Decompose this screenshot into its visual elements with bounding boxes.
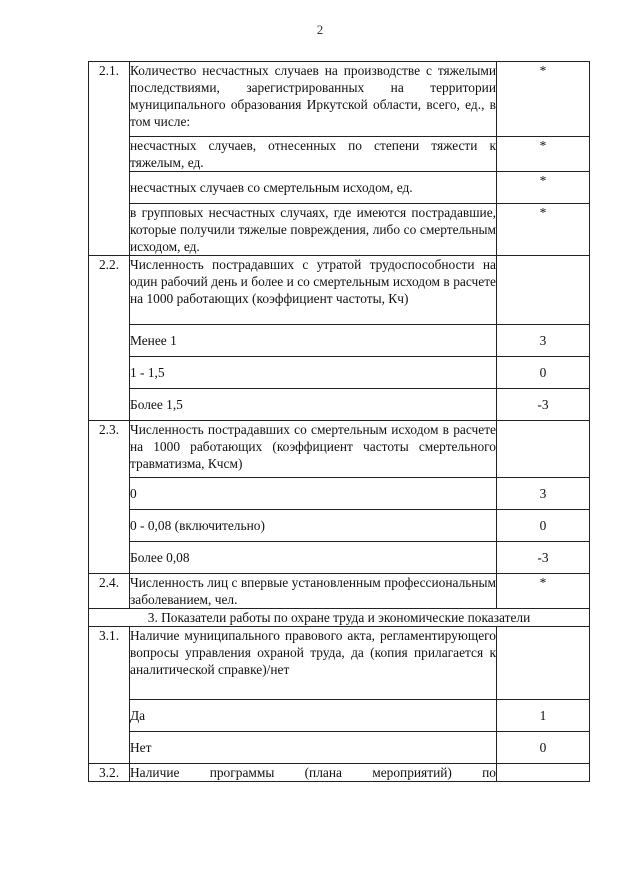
row-value: * xyxy=(497,204,590,256)
table-row xyxy=(89,62,590,137)
row-text: Численность пострадавших со смертельным исходом в расчете на 1000 работающих (коэффициент частоты смертельного травматизма, Кчсм) xyxy=(130,421,497,478)
table-row xyxy=(89,609,590,627)
row-text: Нет xyxy=(130,732,497,764)
row-value xyxy=(497,421,590,478)
row-text: 1 - 1,5 xyxy=(130,357,497,389)
row-value: 3 xyxy=(497,325,590,357)
section-number: 2.2. xyxy=(89,256,130,421)
row-text: несчастных случаев, отнесенных по степени тяжести к тяжелым, ед. xyxy=(130,138,496,170)
row-text: Наличие программы (плана мероприятий) по xyxy=(130,765,496,780)
row-text: 0 - 0,08 (включительно) xyxy=(130,510,497,542)
row-value: 0 xyxy=(497,732,590,764)
table-row xyxy=(89,325,590,357)
section-heading: 3. Показатели работы по охране труда и экономические показатели xyxy=(89,609,590,627)
row-value: 0 xyxy=(497,357,590,389)
table-row xyxy=(89,421,590,478)
table-row xyxy=(89,542,590,574)
row-value: * xyxy=(497,574,590,609)
row-text: Менее 1 xyxy=(130,325,497,357)
row-text: 0 xyxy=(130,478,497,510)
section-number: 2.4. xyxy=(89,574,130,609)
row-value: 3 xyxy=(497,478,590,510)
section-number: 3.1. xyxy=(89,627,130,764)
table-row xyxy=(89,204,590,256)
row-value xyxy=(497,627,590,700)
row-text: Более 1,5 xyxy=(130,389,497,421)
row-text: Численность пострадавших с утратой трудоспособности на один рабочий день и более и со смертельным исходом в расчете на 1000 работающих (коэффициент частоты, Кч) xyxy=(130,256,497,325)
table-row xyxy=(89,764,590,782)
table-row xyxy=(89,732,590,764)
row-text: Более 0,08 xyxy=(130,542,497,574)
row-text: в групповых несчастных случаях, где имеются пострадавшие, которые получили тяжелые повреждения, либо со смертельным исходом, ед. xyxy=(130,205,496,254)
table-row xyxy=(89,478,590,510)
row-text: Количество несчастных случаев на производстве с тяжелыми последствиями, зарегистрированных на территории муниципального образования Иркутской области, всего, ед., в том числе: xyxy=(130,62,497,137)
section-number: 2.3. xyxy=(89,421,130,574)
row-value: * xyxy=(497,62,590,137)
row-value: 1 xyxy=(497,700,590,732)
table-row xyxy=(89,627,590,700)
row-value xyxy=(497,764,590,782)
table-row xyxy=(89,389,590,421)
table-row xyxy=(89,574,590,609)
table-row xyxy=(89,700,590,732)
row-text: Наличие муниципального правового акта, регламентирующего вопросы управления охраной труда, да (копия прилагается к аналитической справке)/нет xyxy=(130,627,497,700)
table-row xyxy=(89,357,590,389)
row-value: 0 xyxy=(497,510,590,542)
table-row xyxy=(89,510,590,542)
row-text: несчастных случаев со смертельным исходом, ед. xyxy=(130,172,497,204)
row-text: Численность лиц с впервые установленным профессиональным заболеванием, чел. xyxy=(130,575,496,607)
section-number: 3.2. xyxy=(89,764,130,782)
page-number: 2 xyxy=(316,22,324,37)
row-value: -3 xyxy=(497,542,590,574)
row-text: Да xyxy=(130,700,497,732)
row-value: * xyxy=(497,137,590,172)
row-value xyxy=(497,256,590,325)
table-row xyxy=(89,256,590,325)
row-value: -3 xyxy=(497,389,590,421)
indicators-table xyxy=(88,61,590,782)
table-row xyxy=(89,172,590,204)
row-value: * xyxy=(497,172,590,204)
table-row xyxy=(89,137,590,172)
section-number: 2.1. xyxy=(89,62,130,256)
